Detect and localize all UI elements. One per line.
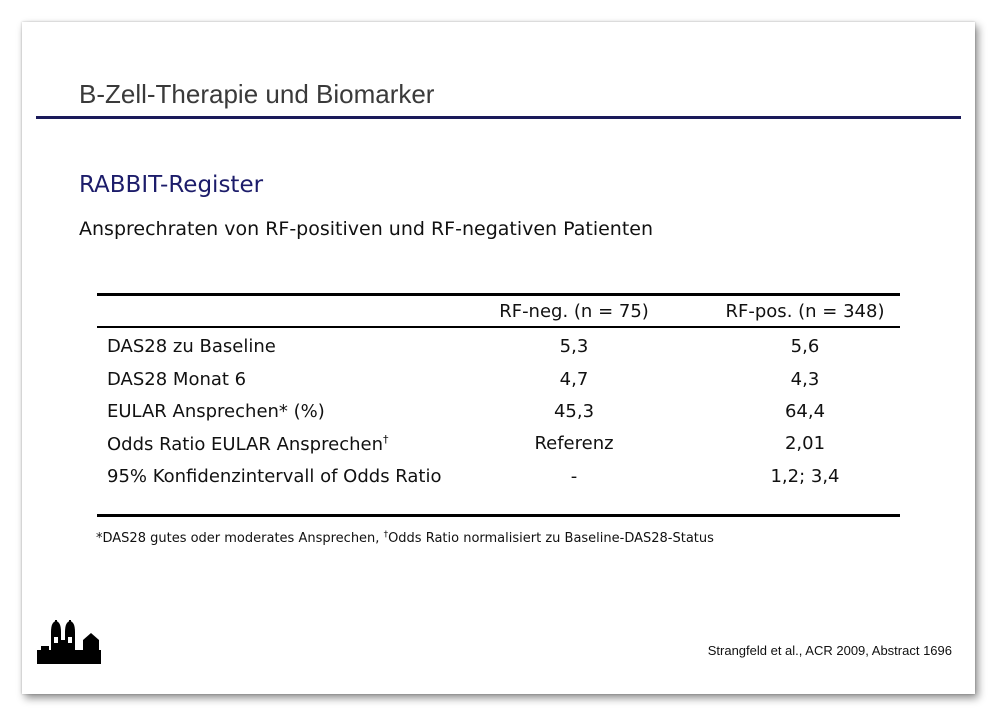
rf-neg-value: 4,7 (559, 369, 589, 390)
header-rf-pos: RF-pos. (n = 348) (725, 301, 885, 322)
rf-neg-value: 45,3 (553, 401, 595, 422)
table-top-rule (97, 293, 900, 296)
rf-neg-value: Referenz (534, 433, 614, 454)
title-divider (36, 116, 961, 119)
dagger-mark: † (382, 433, 389, 446)
row-label (107, 433, 388, 455)
citation: Strangfeld et al., ACR 2009, Abstract 1696 (707, 643, 952, 658)
section-title: RABBIT-Register (79, 172, 264, 198)
header-rf-neg: RF-neg. (n = 75) (499, 301, 649, 322)
slide-title: B-Zell-Therapie und Biomarker (79, 79, 435, 109)
footnote-part2: Odds Ratio normalisiert zu Baseline-DAS28-Status (388, 531, 714, 546)
rf-neg-value: - (570, 466, 578, 487)
footnote-dagger: † (383, 530, 389, 540)
rf-pos-value: 5,6 (790, 336, 820, 357)
footnote-part1: *DAS28 gutes oder moderates Ansprechen, (96, 531, 384, 546)
rf-pos-value: 2,01 (784, 433, 826, 454)
footnote (96, 530, 714, 546)
row-label: DAS28 Monat 6 (107, 369, 247, 390)
munich-frauenkirche-icon (37, 620, 101, 668)
rf-pos-value: 1,2; 3,4 (770, 466, 840, 487)
row-label-text: Odds Ratio EULAR Ansprechen (107, 434, 383, 455)
slide (22, 22, 975, 694)
rf-neg-value: 5,3 (559, 336, 589, 357)
subtitle: Ansprechraten von RF-positiven und RF-negativen Patienten (79, 218, 654, 240)
rf-pos-value: 4,3 (790, 369, 820, 390)
row-label: EULAR Ansprechen* (%) (107, 401, 325, 422)
row-label: DAS28 zu Baseline (107, 336, 276, 357)
table-header-rule (97, 326, 900, 328)
rf-pos-value: 64,4 (784, 401, 826, 422)
table-bottom-rule (97, 514, 900, 517)
row-label: 95% Konfidenzintervall of Odds Ratio (107, 466, 442, 487)
